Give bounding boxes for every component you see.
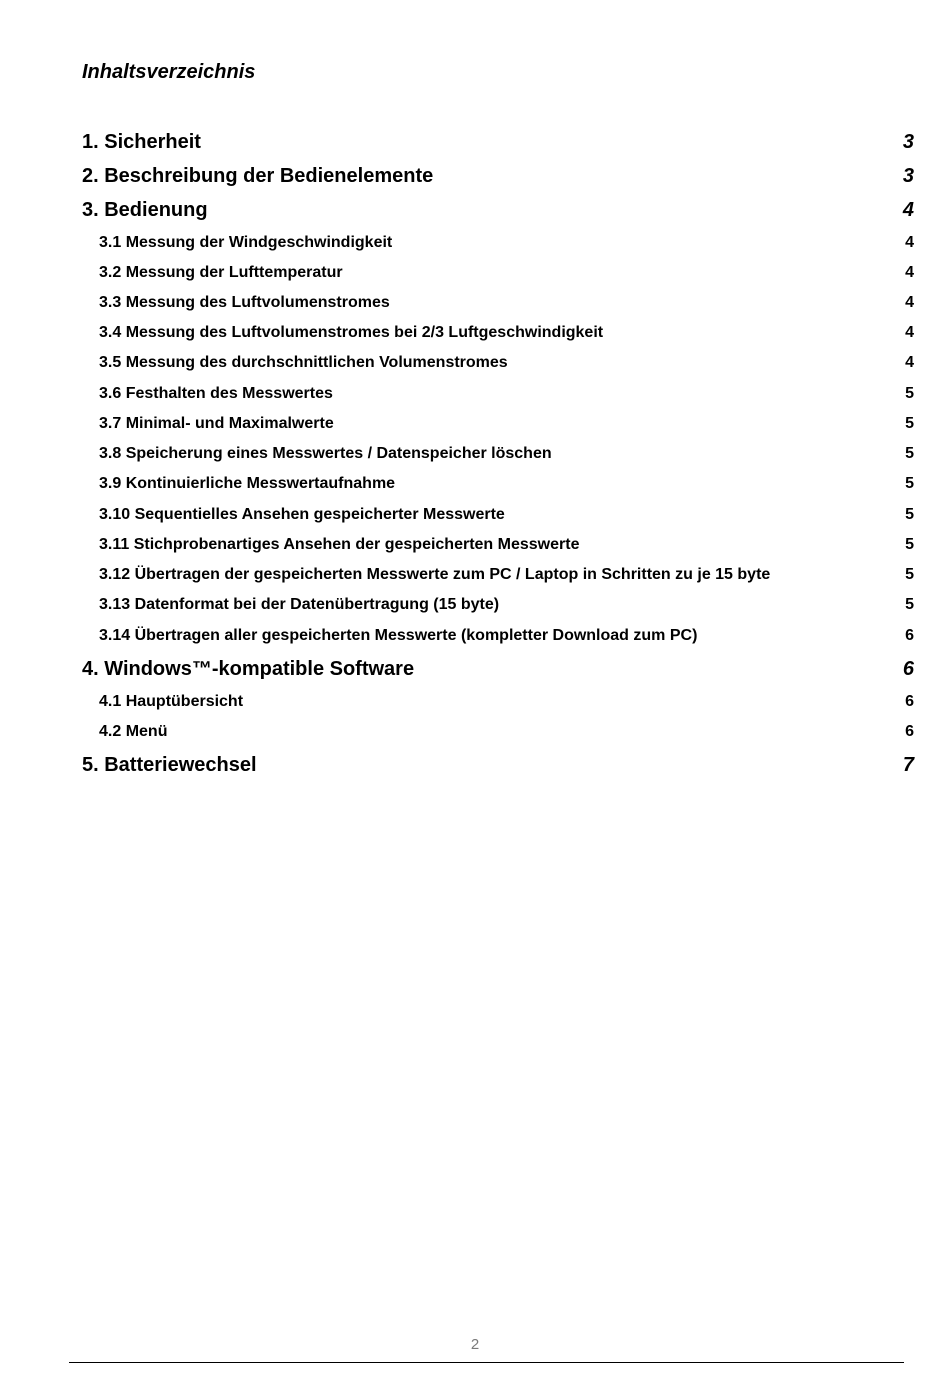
toc-entry-page: 4 bbox=[905, 294, 914, 311]
toc-entry[interactable] bbox=[0, 475, 950, 503]
toc-entry[interactable] bbox=[0, 131, 950, 159]
toc-entry-label: 4.1 Hauptübersicht bbox=[99, 693, 244, 710]
toc-entry[interactable] bbox=[0, 165, 950, 193]
toc-entry-page: 6 bbox=[902, 658, 914, 680]
toc-entry-page: 7 bbox=[902, 754, 914, 776]
toc-entry-label: 3.14 Übertragen aller gespeicherten Messwerte (kompletter Download zum PC) bbox=[99, 627, 698, 644]
toc-entry-label: 3.6 Festhalten des Messwertes bbox=[99, 385, 333, 402]
toc-entry-label: 3.9 Kontinuierliche Messwertaufnahme bbox=[99, 475, 396, 492]
toc-entry[interactable] bbox=[0, 324, 950, 352]
toc-entry[interactable] bbox=[0, 506, 950, 534]
toc-entry-page: 3 bbox=[902, 131, 914, 153]
toc-entry[interactable] bbox=[0, 385, 950, 413]
toc-entry[interactable] bbox=[0, 294, 950, 322]
toc-entry-page: 3 bbox=[902, 165, 914, 187]
toc-entry-label: 3.8 Speicherung eines Messwertes / Datenspeicher löschen bbox=[99, 445, 552, 462]
toc-entry-label: 2. Beschreibung der Bedienelemente bbox=[82, 165, 434, 187]
toc-entry[interactable] bbox=[0, 415, 950, 443]
toc-entry-page: 5 bbox=[905, 596, 914, 613]
footer-page-number: 2 bbox=[470, 1336, 480, 1353]
toc-entry-label: 1. Sicherheit bbox=[82, 131, 201, 153]
toc-entry[interactable] bbox=[0, 723, 950, 751]
toc-entry-page: 4 bbox=[902, 199, 914, 221]
toc-entry-label: 3.1 Messung der Windgeschwindigkeit bbox=[99, 234, 393, 251]
toc-entry-label: 3.5 Messung des durchschnittlichen Volumenstromes bbox=[99, 354, 508, 371]
toc-entry-label: 3.3 Messung des Luftvolumenstromes bbox=[99, 294, 390, 311]
toc-entry-label: 4. Windows™-kompatible Software bbox=[82, 658, 415, 680]
toc-entry-label: 3.4 Messung des Luftvolumenstromes bei 2/3 Luftgeschwindigkeit bbox=[99, 324, 604, 341]
toc-entry-page: 5 bbox=[905, 415, 914, 432]
toc-entry-label: 4.2 Menü bbox=[99, 723, 168, 740]
toc-entry-label: 3.13 Datenformat bei der Datenübertragung (15 byte) bbox=[99, 596, 500, 613]
footer-divider bbox=[69, 1362, 904, 1363]
toc-entry-page: 6 bbox=[905, 693, 914, 710]
toc-entry-page: 4 bbox=[905, 234, 914, 251]
toc-entry-page: 4 bbox=[905, 324, 914, 341]
toc-entry[interactable] bbox=[0, 566, 950, 594]
toc-entry[interactable] bbox=[0, 264, 950, 292]
toc-entry[interactable] bbox=[0, 596, 950, 624]
toc-entry-page: 5 bbox=[905, 445, 914, 462]
toc-entry[interactable] bbox=[0, 354, 950, 382]
toc-entry[interactable] bbox=[0, 234, 950, 262]
toc-entry-page: 5 bbox=[905, 506, 914, 523]
toc-entry-page: 5 bbox=[905, 475, 914, 492]
toc-entry-label: 3.12 Übertragen der gespeicherten Messwerte zum PC / Laptop in Schritten zu je 15 byte bbox=[99, 566, 771, 583]
toc-entry[interactable] bbox=[0, 536, 950, 564]
toc-entry-page: 4 bbox=[905, 264, 914, 281]
toc-entry[interactable] bbox=[0, 754, 950, 782]
toc-entry-label: 3.10 Sequentielles Ansehen gespeicherter Messwerte bbox=[99, 506, 505, 523]
toc-entry[interactable] bbox=[0, 693, 950, 721]
toc-title: Inhaltsverzeichnis bbox=[82, 61, 256, 83]
toc-entry[interactable] bbox=[0, 199, 950, 227]
toc-entry-page: 4 bbox=[905, 354, 914, 371]
toc-entry-page: 5 bbox=[905, 566, 914, 583]
toc-entry-label: 3.11 Stichprobenartiges Ansehen der gespeicherten Messwerte bbox=[99, 536, 580, 553]
toc-entry-page: 6 bbox=[905, 627, 914, 644]
toc-entry[interactable] bbox=[0, 658, 950, 686]
toc-entry-label: 5. Batteriewechsel bbox=[82, 754, 257, 776]
toc-entry-label: 3.2 Messung der Lufttemperatur bbox=[99, 264, 343, 281]
toc-entry-label: 3.7 Minimal- und Maximalwerte bbox=[99, 415, 334, 432]
toc-entry-page: 6 bbox=[905, 723, 914, 740]
toc-entry-page: 5 bbox=[905, 385, 914, 402]
toc-entry-page: 5 bbox=[905, 536, 914, 553]
toc-entry-label: 3. Bedienung bbox=[82, 199, 208, 221]
toc-entry[interactable] bbox=[0, 627, 950, 655]
toc-entry[interactable] bbox=[0, 445, 950, 473]
